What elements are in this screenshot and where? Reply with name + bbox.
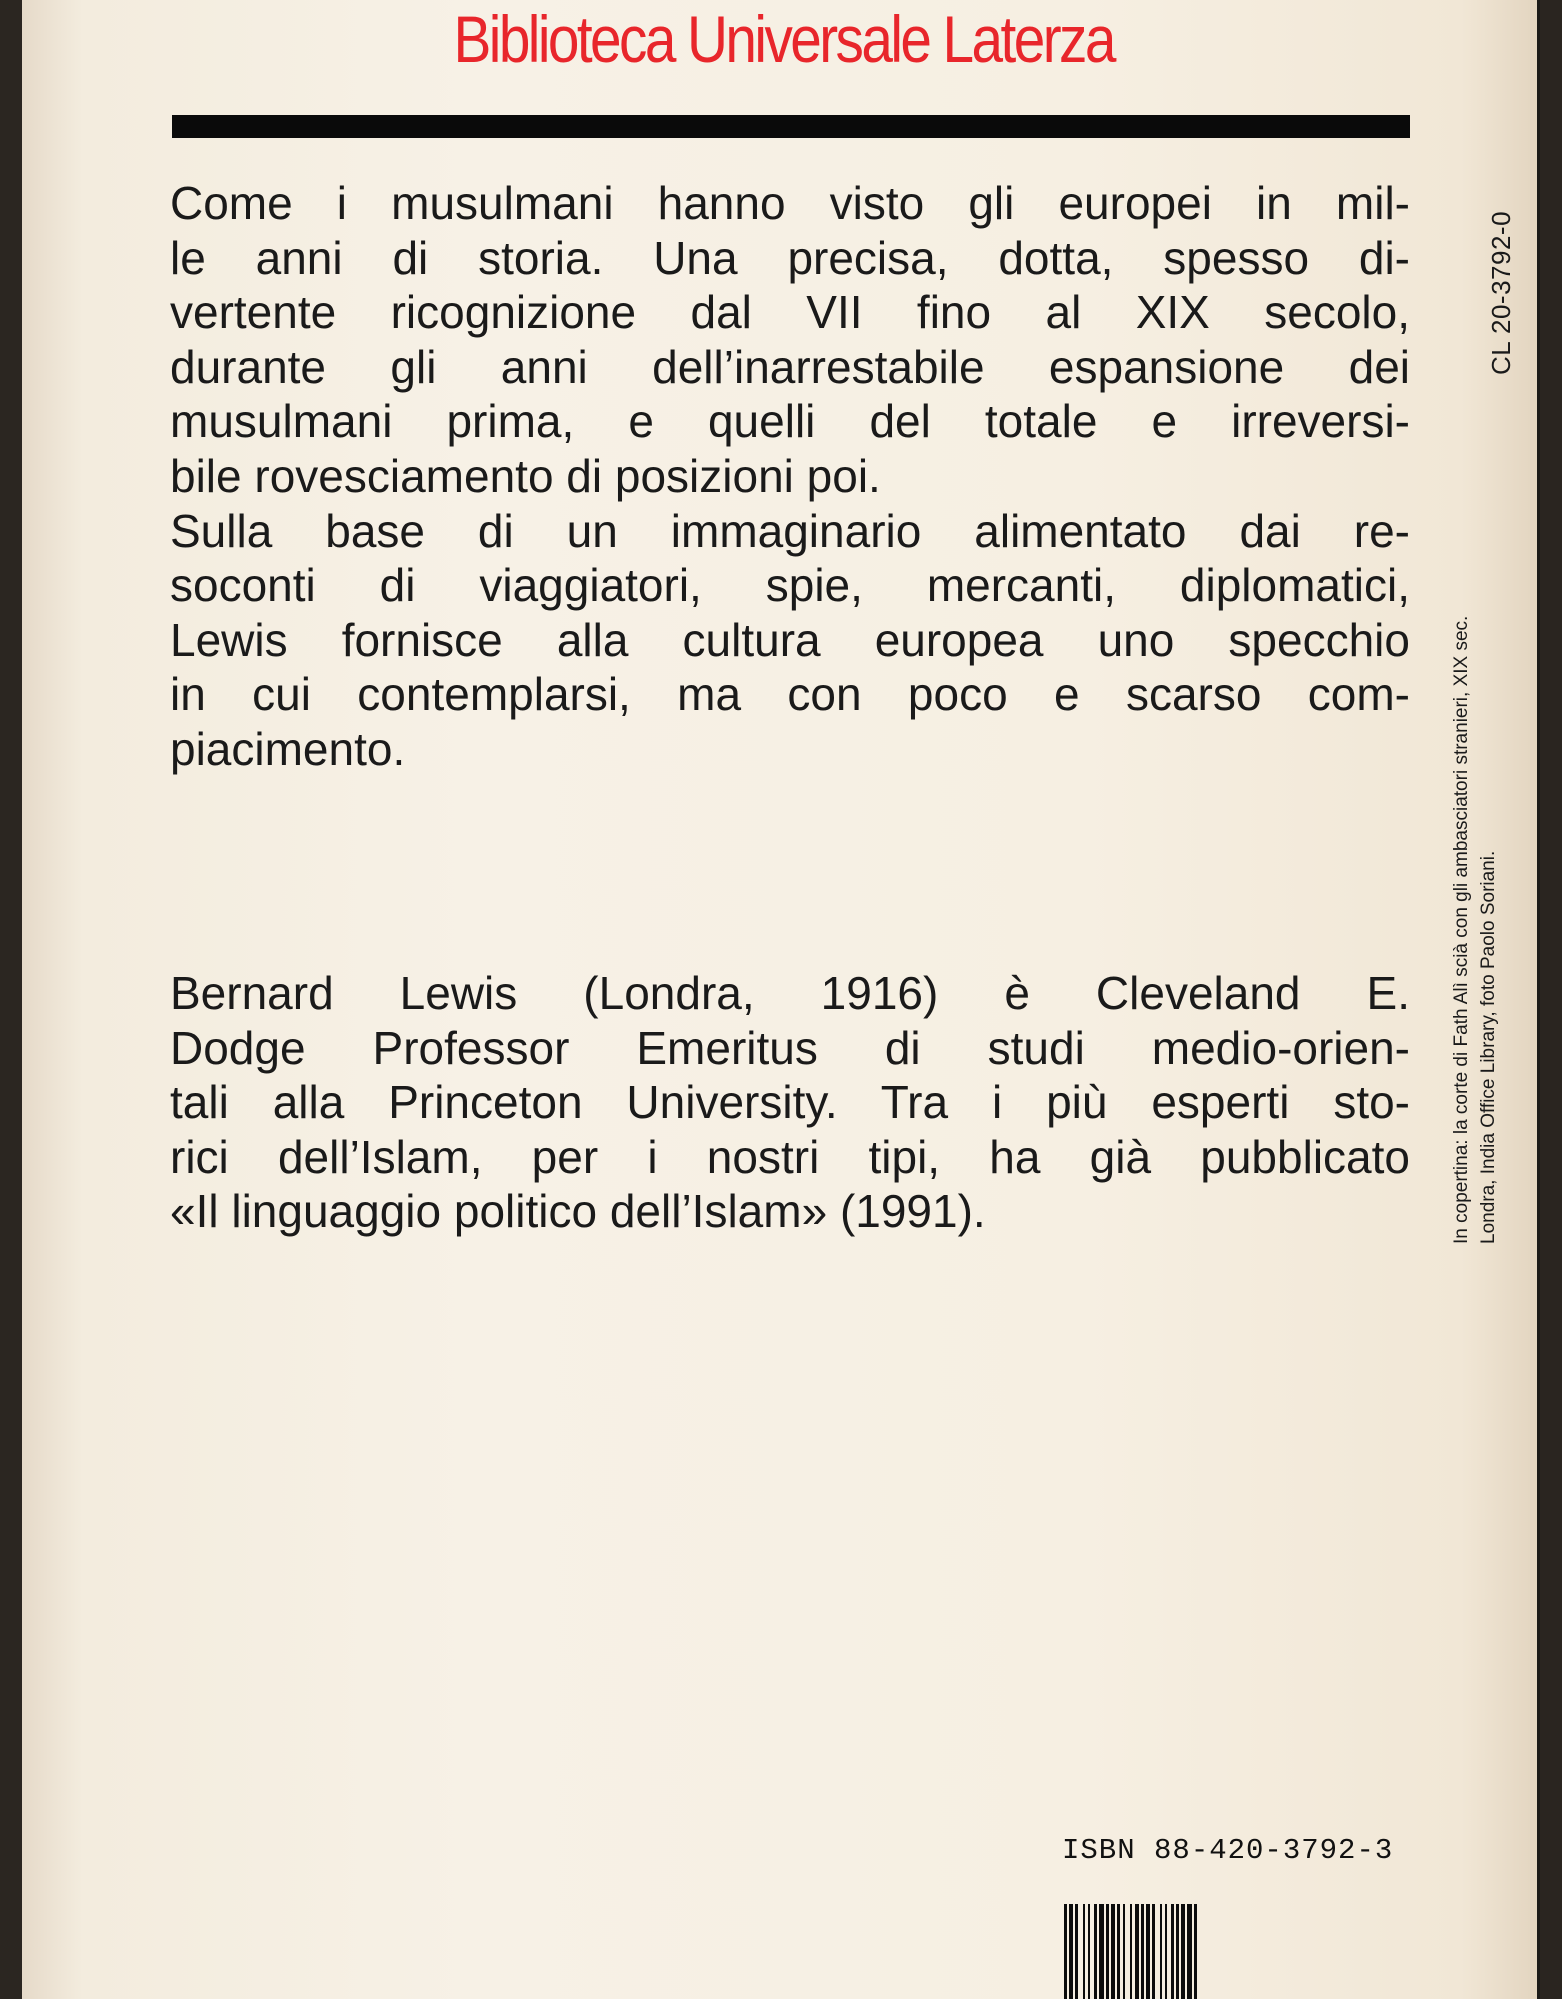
description-line: piacimento.	[170, 722, 406, 775]
description-line: Lewis fornisce alla cultura europea uno specchio	[170, 613, 1410, 666]
author-bio	[170, 966, 1410, 1239]
description-line: Come i musulmani hanno visto gli europei in mil-	[170, 177, 1410, 229]
barcode-bar	[1152, 1904, 1155, 1999]
cover-credit-line: In copertina: la corte di Fath Alì scià con gli ambasciatori stranieri, XIX sec.	[1451, 615, 1472, 1244]
barcode-bar	[1146, 1904, 1150, 1999]
bio-line: tali alla Princeton University. Tra i più esperti sto-	[170, 1076, 1410, 1129]
barcode-bar	[1176, 1904, 1179, 1999]
barcode	[1062, 1904, 1402, 1999]
barcode-bar	[1083, 1904, 1085, 1999]
cover-left-edge	[0, 0, 22, 1999]
barcode-bar	[1165, 1904, 1167, 1999]
description-line: Sulla base di un immaginario alimentato dai re-	[170, 504, 1410, 557]
description-line: bile rovesciamento di posizioni poi.	[170, 449, 881, 502]
book-description	[170, 176, 1410, 777]
bio-line: Dodge Professor Emeritus di studi medio-orien-	[170, 1021, 1410, 1074]
description-line: durante gli anni dell’inarrestabile espansione dei	[170, 340, 1410, 393]
barcode-bar	[1171, 1904, 1174, 1999]
barcode-bar	[1135, 1904, 1139, 1999]
barcode-bar	[1111, 1904, 1115, 1999]
bio-line: rici dell’Islam, per i nostri tipi, ha già pubblicato	[170, 1130, 1410, 1183]
bio-line: Bernard Lewis (Londra, 1916) è Cleveland E.	[170, 967, 1410, 1019]
catalog-code: CL 20-3792-0	[1486, 210, 1516, 375]
barcode-bar	[1088, 1904, 1090, 1999]
barcode-bar	[1075, 1904, 1078, 1999]
cover-right-edge	[1540, 0, 1562, 1999]
cover-credit-line: Londra, India Office Library, foto Paolo Soriani.	[1478, 850, 1499, 1244]
barcode-bar	[1187, 1904, 1192, 1999]
barcode-bar	[1064, 1904, 1067, 1999]
description-line: vertente ricognizione dal VII fino al XIX secolo,	[170, 286, 1410, 339]
description-line: le anni di storia. Una precisa, dotta, spesso di-	[170, 231, 1410, 284]
barcode-bar	[1106, 1904, 1109, 1999]
bio-line: «Il linguaggio politico dell’Islam» (1991).	[170, 1185, 986, 1238]
barcode-bar	[1194, 1904, 1197, 1999]
barcode-bar	[1099, 1904, 1104, 1999]
series-title: Biblioteca Universale Laterza	[453, 2, 1114, 76]
barcode-bar	[1141, 1904, 1144, 1999]
barcode-bar	[1160, 1904, 1162, 1999]
description-line: musulmani prima, e quelli del totale e irreversi-	[170, 395, 1410, 448]
barcode-bar	[1069, 1904, 1073, 1999]
isbn-label: ISBN 88-420-3792-3	[1062, 1834, 1394, 1867]
barcode-bar	[1123, 1904, 1125, 1999]
description-line: soconti di viaggiatori, spie, mercanti, diplomatici,	[170, 559, 1410, 612]
barcode-bar	[1094, 1904, 1097, 1999]
barcode-bar	[1117, 1904, 1120, 1999]
cover-credit	[1448, 364, 1502, 1244]
description-line: in cui contemplarsi, ma con poco e scarso com-	[170, 668, 1410, 721]
header-rule	[172, 115, 1410, 138]
barcode-bar	[1130, 1904, 1132, 1999]
barcode-bar	[1181, 1904, 1185, 1999]
